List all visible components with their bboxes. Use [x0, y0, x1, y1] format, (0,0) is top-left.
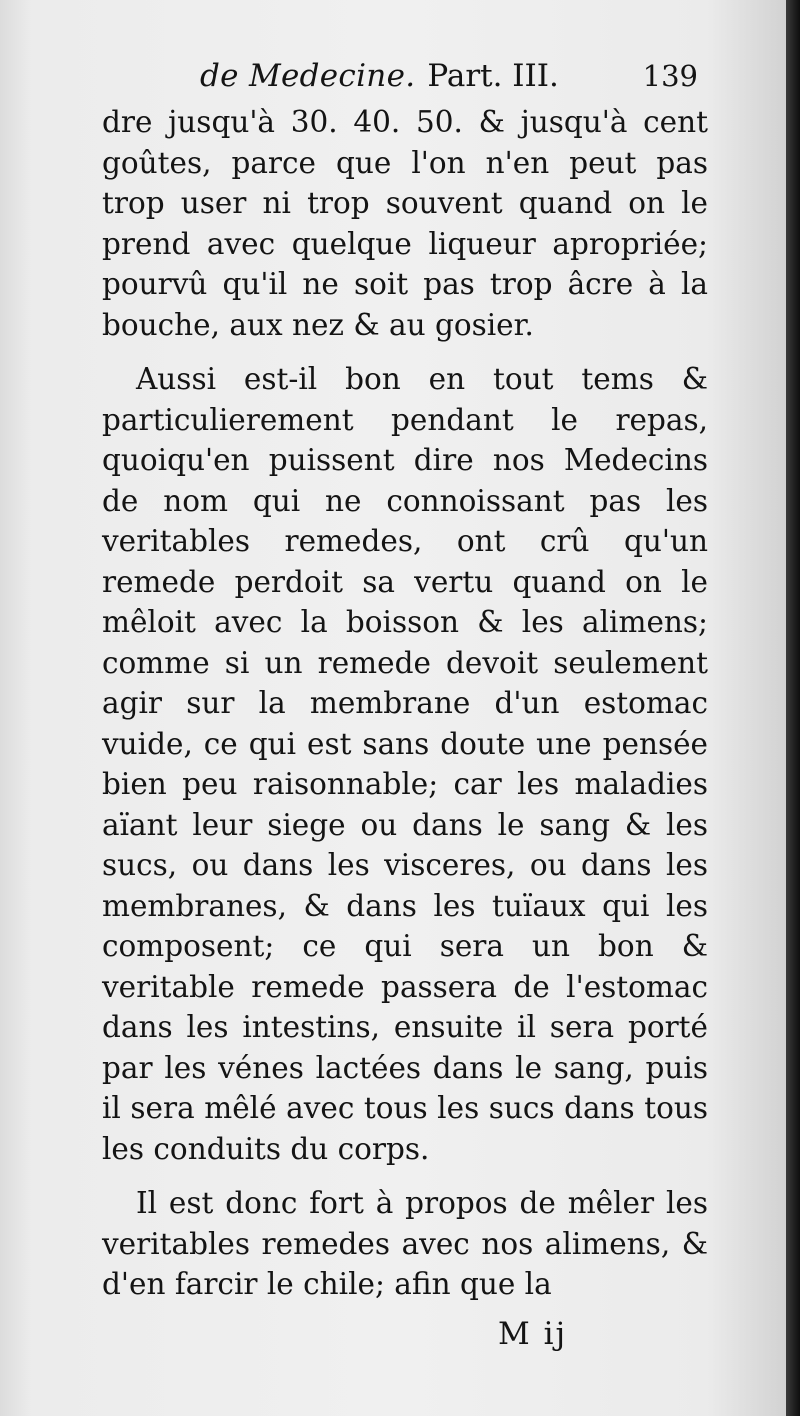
page-edge-shadow	[786, 0, 800, 1416]
running-head-part: Part. III.	[427, 58, 559, 94]
paragraph: Aussi est-il bon en tout tems & particulierement pendant le repas, quoiqu'en puissent dire nos Medecins de nom qui ne connoissant pas les veritables remedes, ont crû qu'un remede perdoit sa vertu quand on le mêloit avec la boisson & les alimens; comme si un remede devoit seulement agir sur la membrane d'un estomac vuide, ce qui est sans doute une pensée bien peu raisonnable; car les maladies aïant leur siege ou dans le sang & les sucs, ou dans les visceres, ou dans les membranes, & dans les tuïaux qui les composent; ce qui sera un bon & veritable remede passera de l'estomac dans les intestins, ensuite il sera porté par les vénes lactées dans le sang, puis il sera mêlé avec tous les sucs dans tous les conduits du corps.	[102, 362, 708, 1166]
running-head	[200, 58, 698, 102]
running-head-title: de Medecine.	[200, 58, 416, 94]
paragraph: dre jusqu'à 30. 40. 50. & jusqu'à cent goûtes, parce que l'on n'en peut pas trop user ni trop souvent quand on le prend avec quelque liqueur apropriée; pourvû qu'il ne soit pas trop âcre à la bouche, aux nez & au gosier.	[102, 105, 708, 342]
paragraph: Il est donc fort à propos de mêler les veritables remedes avec nos alimens, & d'en farcir le chile; afin que la	[102, 1186, 708, 1301]
page-number: 139	[642, 59, 698, 93]
body-text	[102, 102, 708, 1319]
signature-mark: M ij	[498, 1316, 568, 1352]
